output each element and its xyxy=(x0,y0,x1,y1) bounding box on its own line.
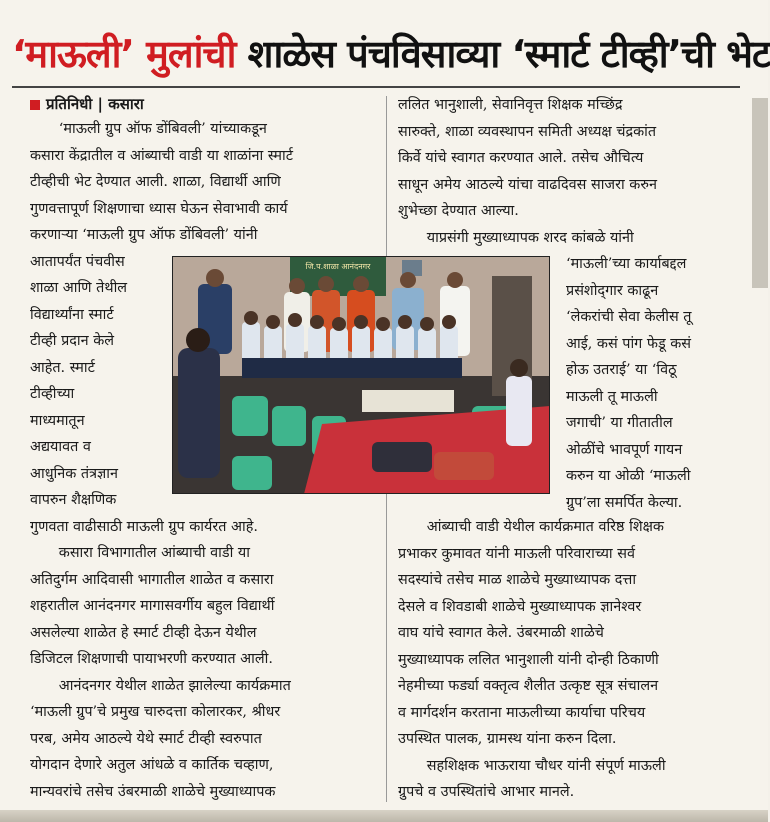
article-line: ललित भानुशाली, सेवानिवृत्त शिक्षक मच्छिंद्र xyxy=(398,97,623,113)
article-line: शुभेच्छा देण्यात आल्या. xyxy=(398,203,519,219)
article-line: करुन या ओळी ‘माऊली xyxy=(566,468,691,484)
headline-part-1: ‘माऊली’ मुलांची xyxy=(12,32,236,76)
right-edge-fragment xyxy=(748,60,768,822)
headline-part-3: ‘स्मार्ट टीव्ही’ xyxy=(511,32,682,76)
article-line: होऊ उतराई’ या ‘विठू xyxy=(566,362,677,378)
article-line: वाघ यांचे स्वागत केले. उंबरमाळी शाळेचे xyxy=(398,625,604,641)
byline xyxy=(30,94,144,114)
article-line: आधुनिक तंत्रज्ञान xyxy=(30,465,118,482)
byline-text: प्रतिनिधी | कसारा xyxy=(46,95,144,113)
article-line: आनंदनगर येथील शाळेत झालेल्या कार्यक्रमात xyxy=(30,677,291,694)
article-line: अतिदुर्गम आदिवासी भागातील शाळेत व कसारा xyxy=(30,571,274,588)
article-line: ग्रुप’ला समर्पित केल्या. xyxy=(566,494,683,511)
right-edge-bar xyxy=(752,98,768,288)
photo-banner-text: जि.प.शाळा आनंदनगर xyxy=(305,262,371,271)
article-line: सदस्यांचे तसेच माळ शाळेचे मुख्याध्यापक दत्ता xyxy=(398,572,637,588)
headline-part-4: ची भेट xyxy=(681,32,770,76)
headline-part-2: शाळेस पंचविसाव्या xyxy=(235,32,512,76)
headline xyxy=(12,22,770,86)
article-line: देसले व शिवडाबी शाळेचे मुख्याध्यापक ज्ञानेश्वर xyxy=(398,598,642,615)
article-line: ‘माऊली’च्या कार्याबद्दल xyxy=(566,256,687,272)
article-line: व मार्गदर्शन करताना माऊलीच्या कार्याचा परिचय xyxy=(398,704,646,721)
article-line: ग्रुपचे व उपस्थितांचे आभार मानले. xyxy=(398,784,575,800)
article-line: डिजिटल शिक्षणाची पायाभरणी करण्यात आली. xyxy=(30,651,273,667)
article-line: जगाची’ या गीतातील xyxy=(566,415,673,431)
article-line: योगदान देणारे अतुल आंधळे व कार्तिक चव्हाण, xyxy=(30,757,274,773)
article-line: ‘माऊली ग्रुप’चे प्रमुख चारुदत्ता कोलारकर, श्रीधर xyxy=(30,704,281,720)
article-line: उपस्थित पालक, ग्रामस्थ यांना करुन दिला. xyxy=(398,731,617,747)
right-column-bottom xyxy=(398,514,743,809)
byline-square-icon xyxy=(30,100,40,110)
article-line: आई, कसं पांग फेडू कसं xyxy=(566,335,692,352)
right-column-top xyxy=(398,92,743,252)
article-line: मान्यवरांचे तसेच उंबरमाळी शाळेचे मुख्याध्यापक xyxy=(30,783,276,800)
article-line: परब, अमेय आठल्ये येथे स्मार्ट टीव्ही स्वरुपात xyxy=(30,730,262,747)
article-line: टीव्हीची भेट देण्यात आली. शाळा, विद्यार्थी आणि xyxy=(30,174,281,190)
article-line: माऊली तू माऊली xyxy=(566,388,658,405)
article-line: आतापर्यंत पंचवीस xyxy=(30,253,125,270)
article-line: शाळा आणि तेथील xyxy=(30,280,128,296)
article-line: सारुक्ते, शाळा व्यवस्थापन समिती अध्यक्ष चंद्रकांत xyxy=(398,123,657,140)
article-line: करणाऱ्या ‘माऊली ग्रुप ऑफ डोंबिवली’ यांनी xyxy=(30,227,258,243)
article-line: मुख्याध्यापक ललित भानुशाली यांनी दोन्ही ठिकाणी xyxy=(398,651,659,668)
article-line: विद्यार्थ्यांना स्मार्ट xyxy=(30,306,114,323)
event-photo xyxy=(172,256,550,494)
article-line: अद्ययावत व xyxy=(30,439,91,455)
page-bottom-edge xyxy=(0,810,768,822)
article-line: सहशिक्षक भाऊराया चौधर यांनी संपूर्ण माऊली xyxy=(398,757,666,774)
article-line: ‘लेकरांची सेवा केलीस तू xyxy=(566,309,692,325)
article-line: प्रभाकर कुमावत यांनी माऊली परिवाराच्या सर्व xyxy=(398,545,635,562)
article-line: किर्वे यांचे स्वागत करण्यात आले. तसेच औचित्य xyxy=(398,150,644,166)
article-line: माध्यमातून xyxy=(30,412,85,429)
article-line: ‘माऊली ग्रुप ऑफ डोंबिवली’ यांच्याकडून xyxy=(30,121,267,137)
article-line: वापरुन शैक्षणिक xyxy=(30,492,117,508)
right-column-wrap xyxy=(566,251,746,521)
article-line: टीव्हीच्या xyxy=(30,386,75,402)
article-line: ओळींचे भावपूर्ण गायन xyxy=(566,441,683,458)
article-line: गुणवत्तापूर्ण शिक्षणाचा ध्यास घेऊन सेवाभावी कार्य xyxy=(30,200,288,217)
article-line: शहरातील आनंदनगर मागासवर्गीय बहुल विद्यार्थी xyxy=(30,598,275,614)
article-line: असलेल्या शाळेत हे स्मार्ट टीव्ही देऊन येथील xyxy=(30,624,257,641)
article-line: नेहमीच्या फर्ड्या वक्तृत्व शैलीत उत्कृष्ट सूत्र संचालन xyxy=(398,678,659,694)
article-line: कसारा केंद्रातील व आंब्याची वाडी या शाळांना स्मार्ट xyxy=(30,147,294,164)
article-line: टीव्ही प्रदान केले xyxy=(30,333,115,349)
article-line: गुणवता वाढीसाठी माऊली ग्रुप कार्यरत आहे. xyxy=(30,518,258,535)
article-line: साधून अमेय आठल्ये यांचा वाढदिवस साजरा करुन xyxy=(398,176,657,193)
headline-rule xyxy=(12,86,740,88)
article-line: आंब्याची वाडी येथील कार्यक्रमात वरिष्ठ शिक्षक xyxy=(398,519,664,535)
article-line: कसारा विभागातील आंब्याची वाडी या xyxy=(30,545,250,561)
left-edge-fragment xyxy=(0,0,12,822)
article-line: आहेत. स्मार्ट xyxy=(30,359,95,376)
article-line: प्रसंशोद्‌गार काढून xyxy=(566,282,659,299)
classroom-photo-illustration xyxy=(172,256,550,494)
article-line: याप्रसंगी मुख्याध्यापक शरद कांबळे यांनी xyxy=(398,229,634,246)
